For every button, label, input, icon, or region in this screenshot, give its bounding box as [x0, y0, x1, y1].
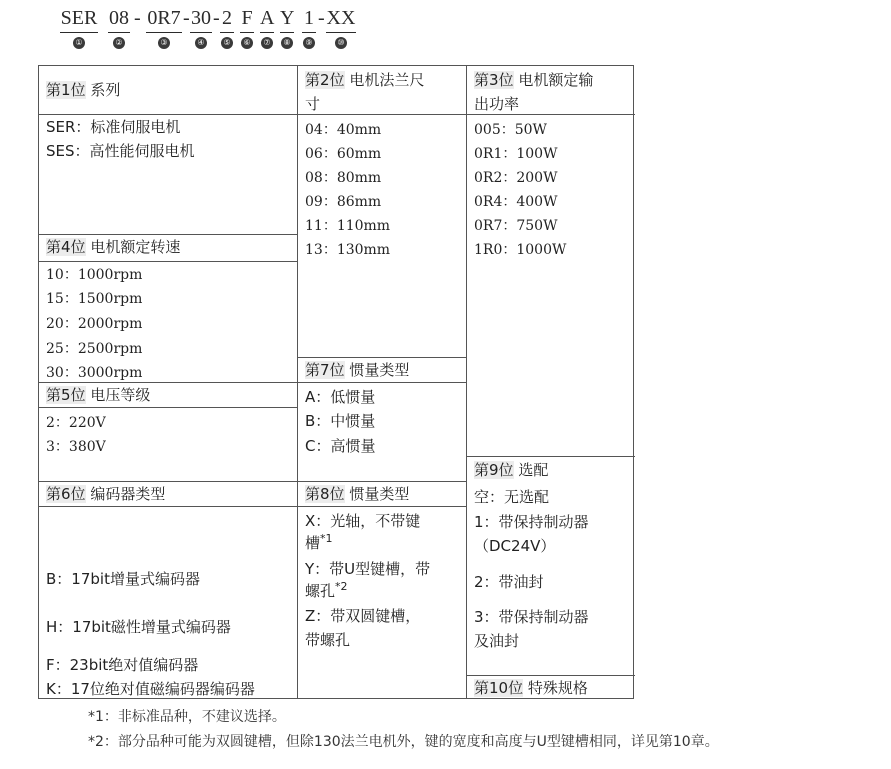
- list-item: X：光轴，不带键: [305, 512, 421, 530]
- row-divider: [297, 506, 466, 507]
- position-label: 第6位: [46, 485, 86, 503]
- header-title: 电机额定输: [513, 71, 594, 89]
- list-item: B：中惯量: [305, 412, 376, 430]
- list-item: H：17bit磁性增量式编码器: [46, 618, 231, 636]
- code-text: 1: [304, 7, 314, 29]
- code-number: ⑩: [335, 37, 347, 49]
- header-title: 电机法兰尺: [344, 71, 425, 89]
- list-item-text: 槽: [305, 534, 321, 552]
- header-title: 选配: [513, 461, 549, 479]
- code-segment: [260, 6, 274, 49]
- code-number: ③: [158, 37, 170, 49]
- position-label: 第8位: [305, 485, 345, 503]
- list-item: K：17位绝对值磁编码器编码器: [46, 680, 255, 698]
- code-number: ⑥: [241, 37, 253, 49]
- column-divider: [466, 66, 467, 698]
- position-label: 第4位: [46, 238, 86, 256]
- code-segment: [146, 6, 182, 49]
- list-item: 11：110mm: [305, 218, 391, 234]
- code-text: 08: [109, 7, 129, 29]
- list-item: C：高惯量: [305, 437, 376, 455]
- code-number: ⑤: [221, 37, 233, 49]
- list-item: 30：3000rpm: [46, 365, 143, 381]
- list-item: 04：40mm: [305, 122, 382, 138]
- code-text: Y: [280, 7, 295, 29]
- code-separator: -: [134, 7, 141, 29]
- header-title: 惯量类型: [344, 485, 410, 503]
- list-item: 06：60mm: [305, 146, 382, 162]
- list-item: F：23bit绝对值编码器: [46, 656, 199, 674]
- header-position-4: [46, 235, 180, 259]
- code-separator: -: [318, 7, 325, 29]
- code-text: 0R7: [147, 7, 181, 29]
- list-item: 08：80mm: [305, 170, 382, 186]
- code-number: ⑦: [261, 37, 273, 49]
- list-item: SER：标准伺服电机: [46, 118, 181, 136]
- code-text: A: [260, 7, 275, 29]
- header-title: 惯量类型: [344, 361, 410, 379]
- list-item: 15：1500rpm: [46, 291, 143, 307]
- header-position-2: [305, 68, 424, 116]
- header-title: 电压等级: [85, 386, 151, 404]
- position-label: 第2位: [305, 71, 345, 89]
- code-segment: [240, 6, 254, 49]
- header-title-wrap: 寸: [305, 95, 321, 113]
- list-item: 09：86mm: [305, 194, 382, 210]
- code-number: ⑨: [303, 37, 315, 49]
- list-item: 005：50W: [474, 122, 547, 138]
- code-segment: [220, 6, 234, 49]
- list-item-text: 螺孔: [305, 582, 336, 600]
- list-item: A：低惯量: [305, 388, 376, 406]
- list-item: 2：带油封: [474, 573, 544, 591]
- model-code-table: [38, 65, 634, 699]
- code-text: 2: [222, 7, 232, 29]
- list-item: 2：220V: [46, 415, 106, 431]
- position-label: 第1位: [46, 81, 86, 99]
- header-title: 电机额定转速: [85, 238, 181, 256]
- header-title-wrap: 出功率: [474, 95, 520, 113]
- list-item: Z：带双圆键槽，: [305, 607, 421, 625]
- header-position-7: [305, 358, 409, 382]
- row-divider: [39, 261, 297, 262]
- list-item: 1：带保持制动器: [474, 513, 589, 531]
- code-number: ①: [73, 37, 85, 49]
- list-item: [305, 532, 333, 553]
- row-divider: [39, 506, 297, 507]
- code-separator: -: [183, 7, 190, 29]
- list-item: 13：130mm: [305, 242, 391, 258]
- header-position-8: [305, 482, 409, 506]
- position-label: 第5位: [46, 386, 86, 404]
- code-segment: [280, 6, 294, 49]
- footnote-marker: *1: [320, 532, 333, 545]
- header-position-6: [46, 482, 165, 506]
- header-position-9: [474, 458, 548, 482]
- list-item: 0R4：400W: [474, 194, 558, 210]
- list-item: （DC24V）: [474, 537, 556, 555]
- list-item: 0R2：200W: [474, 170, 558, 186]
- position-label: 第3位: [474, 71, 514, 89]
- position-label: 第7位: [305, 361, 345, 379]
- list-item: 3：带保持制动器: [474, 608, 589, 626]
- code-segment: [302, 6, 316, 49]
- list-item: SES：高性能伺服电机: [46, 142, 195, 160]
- header-position-1: [46, 78, 120, 102]
- list-item: 10：1000rpm: [46, 267, 143, 283]
- footnote-1: *1：非标准品种，不建议选择。: [88, 709, 286, 725]
- footnote-2: *2：部分品种可能为双圆键槽，但除130法兰电机外，键的宽度和高度与U型键槽相同，详见第10章。: [88, 734, 719, 750]
- code-separator: -: [213, 7, 220, 29]
- list-item: 及油封: [474, 632, 520, 650]
- footnote-marker: *2: [335, 580, 348, 593]
- header-title: 系列: [85, 81, 121, 99]
- code-segment: [190, 6, 212, 49]
- list-item: 3：380V: [46, 439, 106, 455]
- header-title: 编码器类型: [85, 485, 166, 503]
- list-item: 带螺孔: [305, 631, 351, 649]
- row-divider: [39, 407, 297, 408]
- list-item: 0R7：750W: [474, 218, 558, 234]
- list-item: Y：带U型键槽，带: [305, 560, 431, 578]
- list-item: 25：2500rpm: [46, 341, 143, 357]
- list-item: 1R0：1000W: [474, 242, 567, 258]
- position-label: 第9位: [474, 461, 514, 479]
- list-item: 空：无选配: [474, 488, 550, 506]
- list-item: 0R1：100W: [474, 146, 558, 162]
- position-label: 第10位: [474, 679, 524, 697]
- row-divider: [466, 456, 635, 457]
- row-divider: [39, 114, 297, 115]
- list-item: 20：2000rpm: [46, 316, 143, 332]
- header-position-5: [46, 383, 150, 407]
- code-text: SER: [60, 7, 98, 29]
- code-number: ④: [195, 37, 207, 49]
- code-number: ②: [113, 37, 125, 49]
- header-title: 特殊规格: [523, 679, 588, 697]
- code-segment: [326, 6, 356, 49]
- header-position-3: [474, 68, 593, 116]
- list-item: B：17bit增量式编码器: [46, 570, 200, 588]
- code-text: 30: [191, 7, 211, 29]
- row-divider: [297, 382, 466, 383]
- code-text: XX: [326, 7, 356, 29]
- code-segment: [108, 6, 130, 49]
- code-segment: [60, 6, 98, 49]
- code-number: ⑧: [281, 37, 293, 49]
- list-item: [305, 580, 348, 601]
- code-text: F: [241, 7, 253, 29]
- header-position-10: [474, 676, 588, 700]
